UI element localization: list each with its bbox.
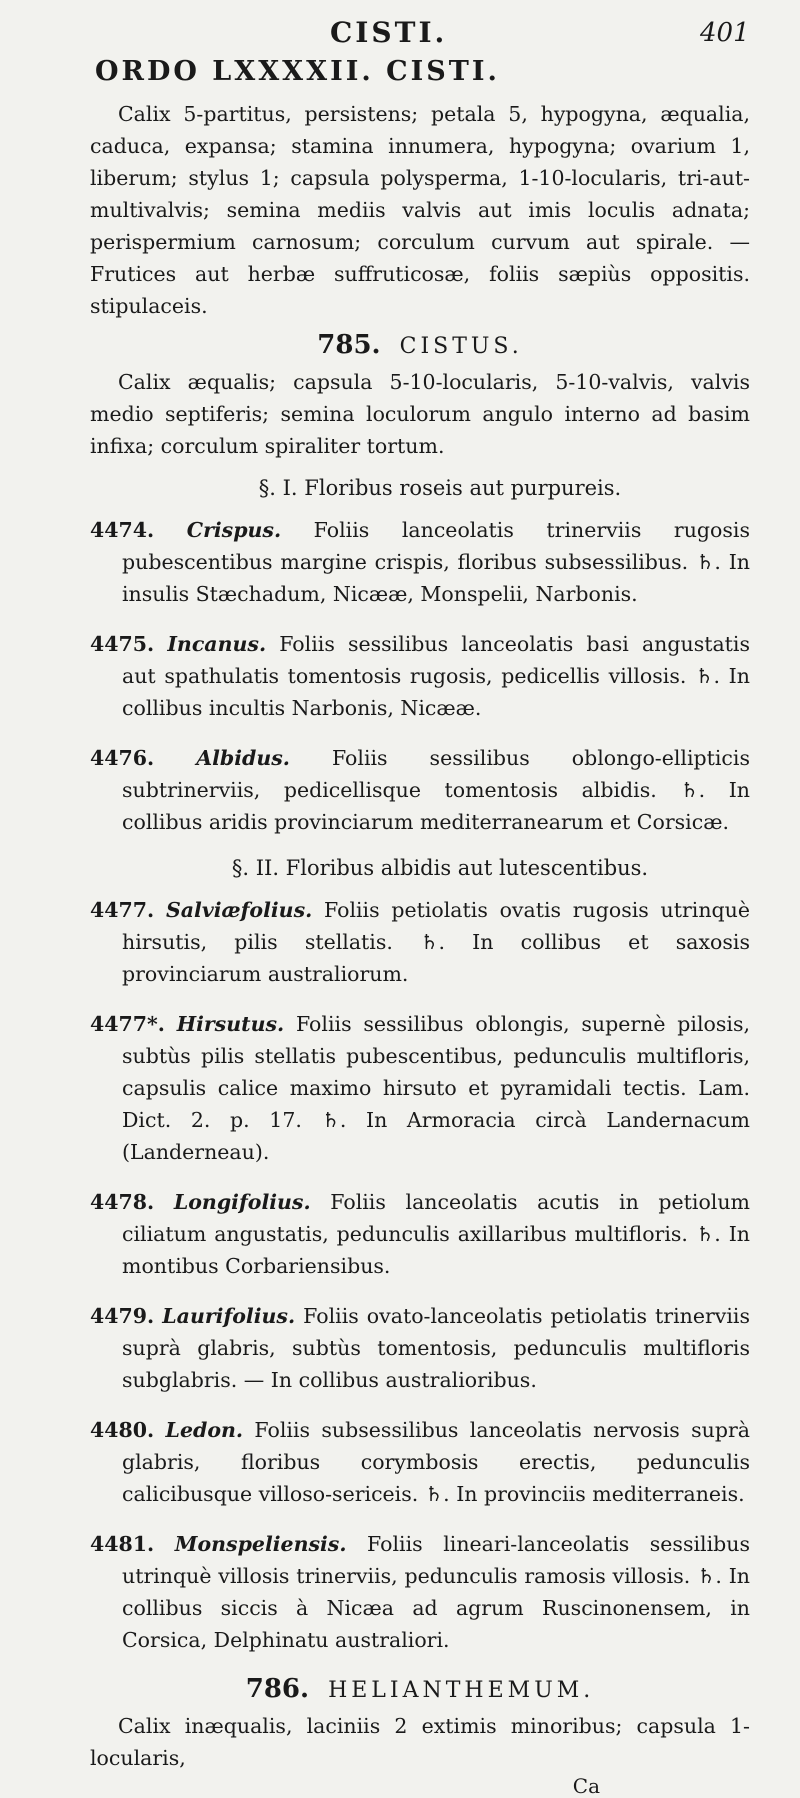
species-name: Laurifolius. (162, 1304, 296, 1328)
species-description: Foliis subsessilibus lanceolatis nervosis suprà glabris, floribus corymbosis erectis, pedunculis calicibusque villoso-sericeis. ♄. In provinciis mediterraneis. (122, 1418, 750, 1506)
species-number: 4477*. (90, 1012, 165, 1036)
species-number: 4477. (90, 898, 155, 922)
species-name: Monspeliensis. (174, 1532, 347, 1556)
running-title: CISTI. (330, 16, 448, 49)
catchword: Ca (572, 1774, 600, 1798)
species-description: Foliis sessilibus oblongo-ellipticis subtrinerviis, pedicellisque tomentosis albidis. ♄. In collibus aridis provinciarum mediterranearum et Corsicæ. (122, 746, 750, 834)
running-head (0, 16, 800, 50)
section-heading: §. II. Floribus albidis aut lutescentibus. (231, 856, 649, 880)
species-name: Albidus. (196, 746, 290, 770)
genus-number: 786. (245, 1674, 310, 1704)
species-entry (90, 894, 750, 990)
species-name: Hirsutus. (176, 1012, 285, 1036)
species-description: Foliis sessilibus lanceolatis basi angustatis aut spathulatis tomentosis rugosis, pedicellis villosis. ♄. In collibus incultis Narbonis, Nicææ. (122, 632, 750, 720)
species-number: 4478. (90, 1190, 155, 1214)
species-entry (90, 1186, 750, 1282)
species-number: 4479. (90, 1304, 155, 1328)
species-description: Foliis ovato-lanceolatis petiolatis trinerviis suprà glabris, subtùs tomentosis, pedunculis multifloris subglabris. — In collibus australioribus. (122, 1304, 750, 1392)
genus-name: HELIANTHEMUM. (328, 1678, 595, 1703)
species-entry (90, 1300, 750, 1396)
species-name: Incanus. (167, 632, 267, 656)
species-entry (90, 1414, 750, 1510)
genus-number: 785. (317, 330, 381, 360)
species-name: Salviæfolius. (165, 898, 313, 922)
species-description: Foliis lanceolatis trinerviis rugosis pubescentibus margine crispis, floribus subsessilibus. ♄. In insulis Stæchadum, Nicææ, Monspelii, Narbonis. (122, 518, 750, 606)
species-name: Ledon. (165, 1418, 244, 1442)
species-entry (90, 1528, 750, 1656)
genus-description: Calix æqualis; capsula 5-10-locularis, 5-10-valvis, valvis medio septiferis; semina loculorum angulo interno ad basim infixa; corculum spiraliter tortum. (90, 370, 750, 458)
species-entry (90, 742, 750, 838)
species-description: Foliis lineari-lanceolatis sessilibus utrinquè villosis trinerviis, pedunculis ramosis villosis. ♄. In collibus siccis à Nicæa ad agrum Ruscinonensem, in Corsica, Delphinatu australiori. (122, 1532, 750, 1652)
species-entry (90, 1008, 750, 1168)
species-description: Foliis sessilibus oblongis, supernè pilosis, subtùs pilis stellatis pubescentibus, pedunculis multifloris, capsulis calice maximo hirsuto et pyramidali tectis. Lam. Dict. 2. p. 17. ♄. In Armoracia circà Landernacum (Landerneau). (122, 1012, 750, 1164)
genus-heading-cistus (90, 330, 750, 360)
species-entry (90, 514, 750, 610)
order-description: Calix 5-partitus, persistens; petala 5, hypogyna, æqualia, caduca, expansa; stamina innumera, hypogyna; ovarium 1, liberum; stylus 1; capsula polysperma, 1-10-locularis, tri-aut-multivalvis; semina mediis valvis aut imis loculis adnata; perispermium carnosum; corculum curvum aut spirale. — Frutices aut herbæ suffruticosæ, foliis sæpiùs oppositis. stipulaceis. (90, 102, 750, 318)
species-number: 4481. (90, 1532, 155, 1556)
page-number: 401 (700, 18, 750, 48)
species-name: Crispus. (186, 518, 282, 542)
species-number: 4476. (90, 746, 155, 770)
genus-description: Calix inæqualis, laciniis 2 extimis minoribus; capsula 1-locularis, (90, 1714, 750, 1770)
species-number: 4480. (90, 1418, 155, 1442)
species-description: Foliis petiolatis ovatis rugosis utrinquè hirsutis, pilis stellatis. ♄. In collibus et saxosis provinciarum australiorum. (122, 898, 750, 986)
main-text (90, 98, 750, 1798)
order-heading: ORDO LXXXXII. CISTI. (95, 56, 500, 87)
genus-name: CISTUS. (399, 334, 523, 359)
species-number: 4475. (90, 632, 155, 656)
species-number: 4474. (90, 518, 155, 542)
species-entry (90, 628, 750, 724)
species-description: Foliis lanceolatis acutis in petiolum ciliatum angustatis, pedunculis axillaribus multifloris. ♄. In montibus Corbariensibus. (122, 1190, 750, 1278)
species-name: Longifolius. (173, 1190, 311, 1214)
genus-heading-helianthemum (90, 1674, 750, 1704)
section-heading: §. I. Floribus roseis aut purpureis. (258, 476, 622, 500)
